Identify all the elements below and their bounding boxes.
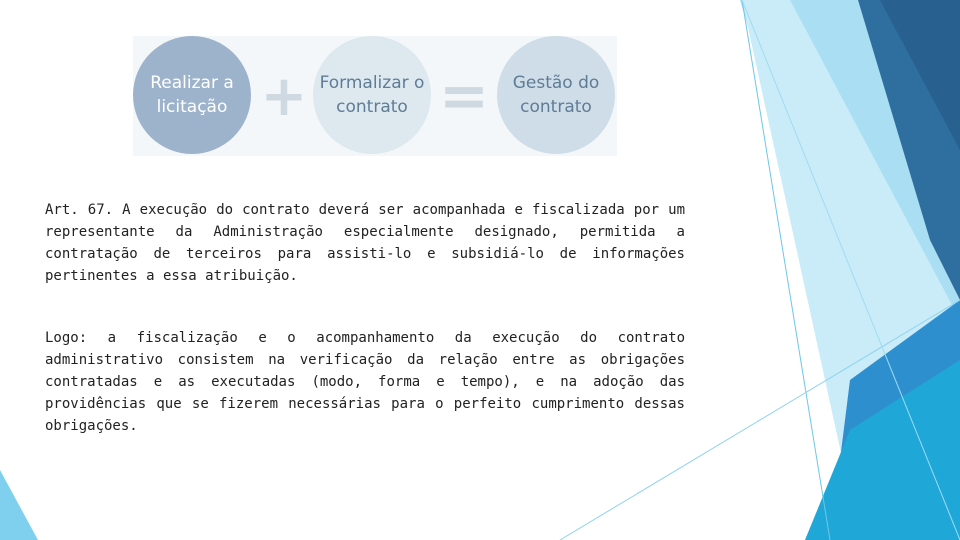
result-management-circle — [497, 36, 615, 154]
result-management-label: Gestão do contrato — [512, 73, 600, 117]
conclusion-paragraph: Logo: a fiscalização e o acompanhamento da execução do contrato administrativo consistem na verificação da relação entre as obrigações contratadas e as executadas (modo, forma e tempo), e na adoção das providências que se fizerem necessárias para o perfeito cumprimento dessas obrigações. — [45, 330, 685, 434]
step-bid-label: Realizar a licitação — [150, 73, 234, 117]
article-67-paragraph: Art. 67. A execução do contrato deverá ser acompanhada e fiscalizada por um representante da Administração especialmente designado, permitida a contratação de terceiros para assisti-lo e subsidiá-lo de informações pertinentes a essa atribuição. — [45, 202, 685, 284]
formula-diagram — [133, 36, 617, 156]
step-contract-label: Formalizar o contrato — [319, 73, 425, 117]
facet-left-corner — [0, 470, 38, 540]
equals-sign: = — [438, 61, 490, 131]
step-contract-circle — [313, 36, 431, 154]
plus-sign: + — [260, 63, 308, 129]
step-bid-circle — [133, 36, 251, 154]
